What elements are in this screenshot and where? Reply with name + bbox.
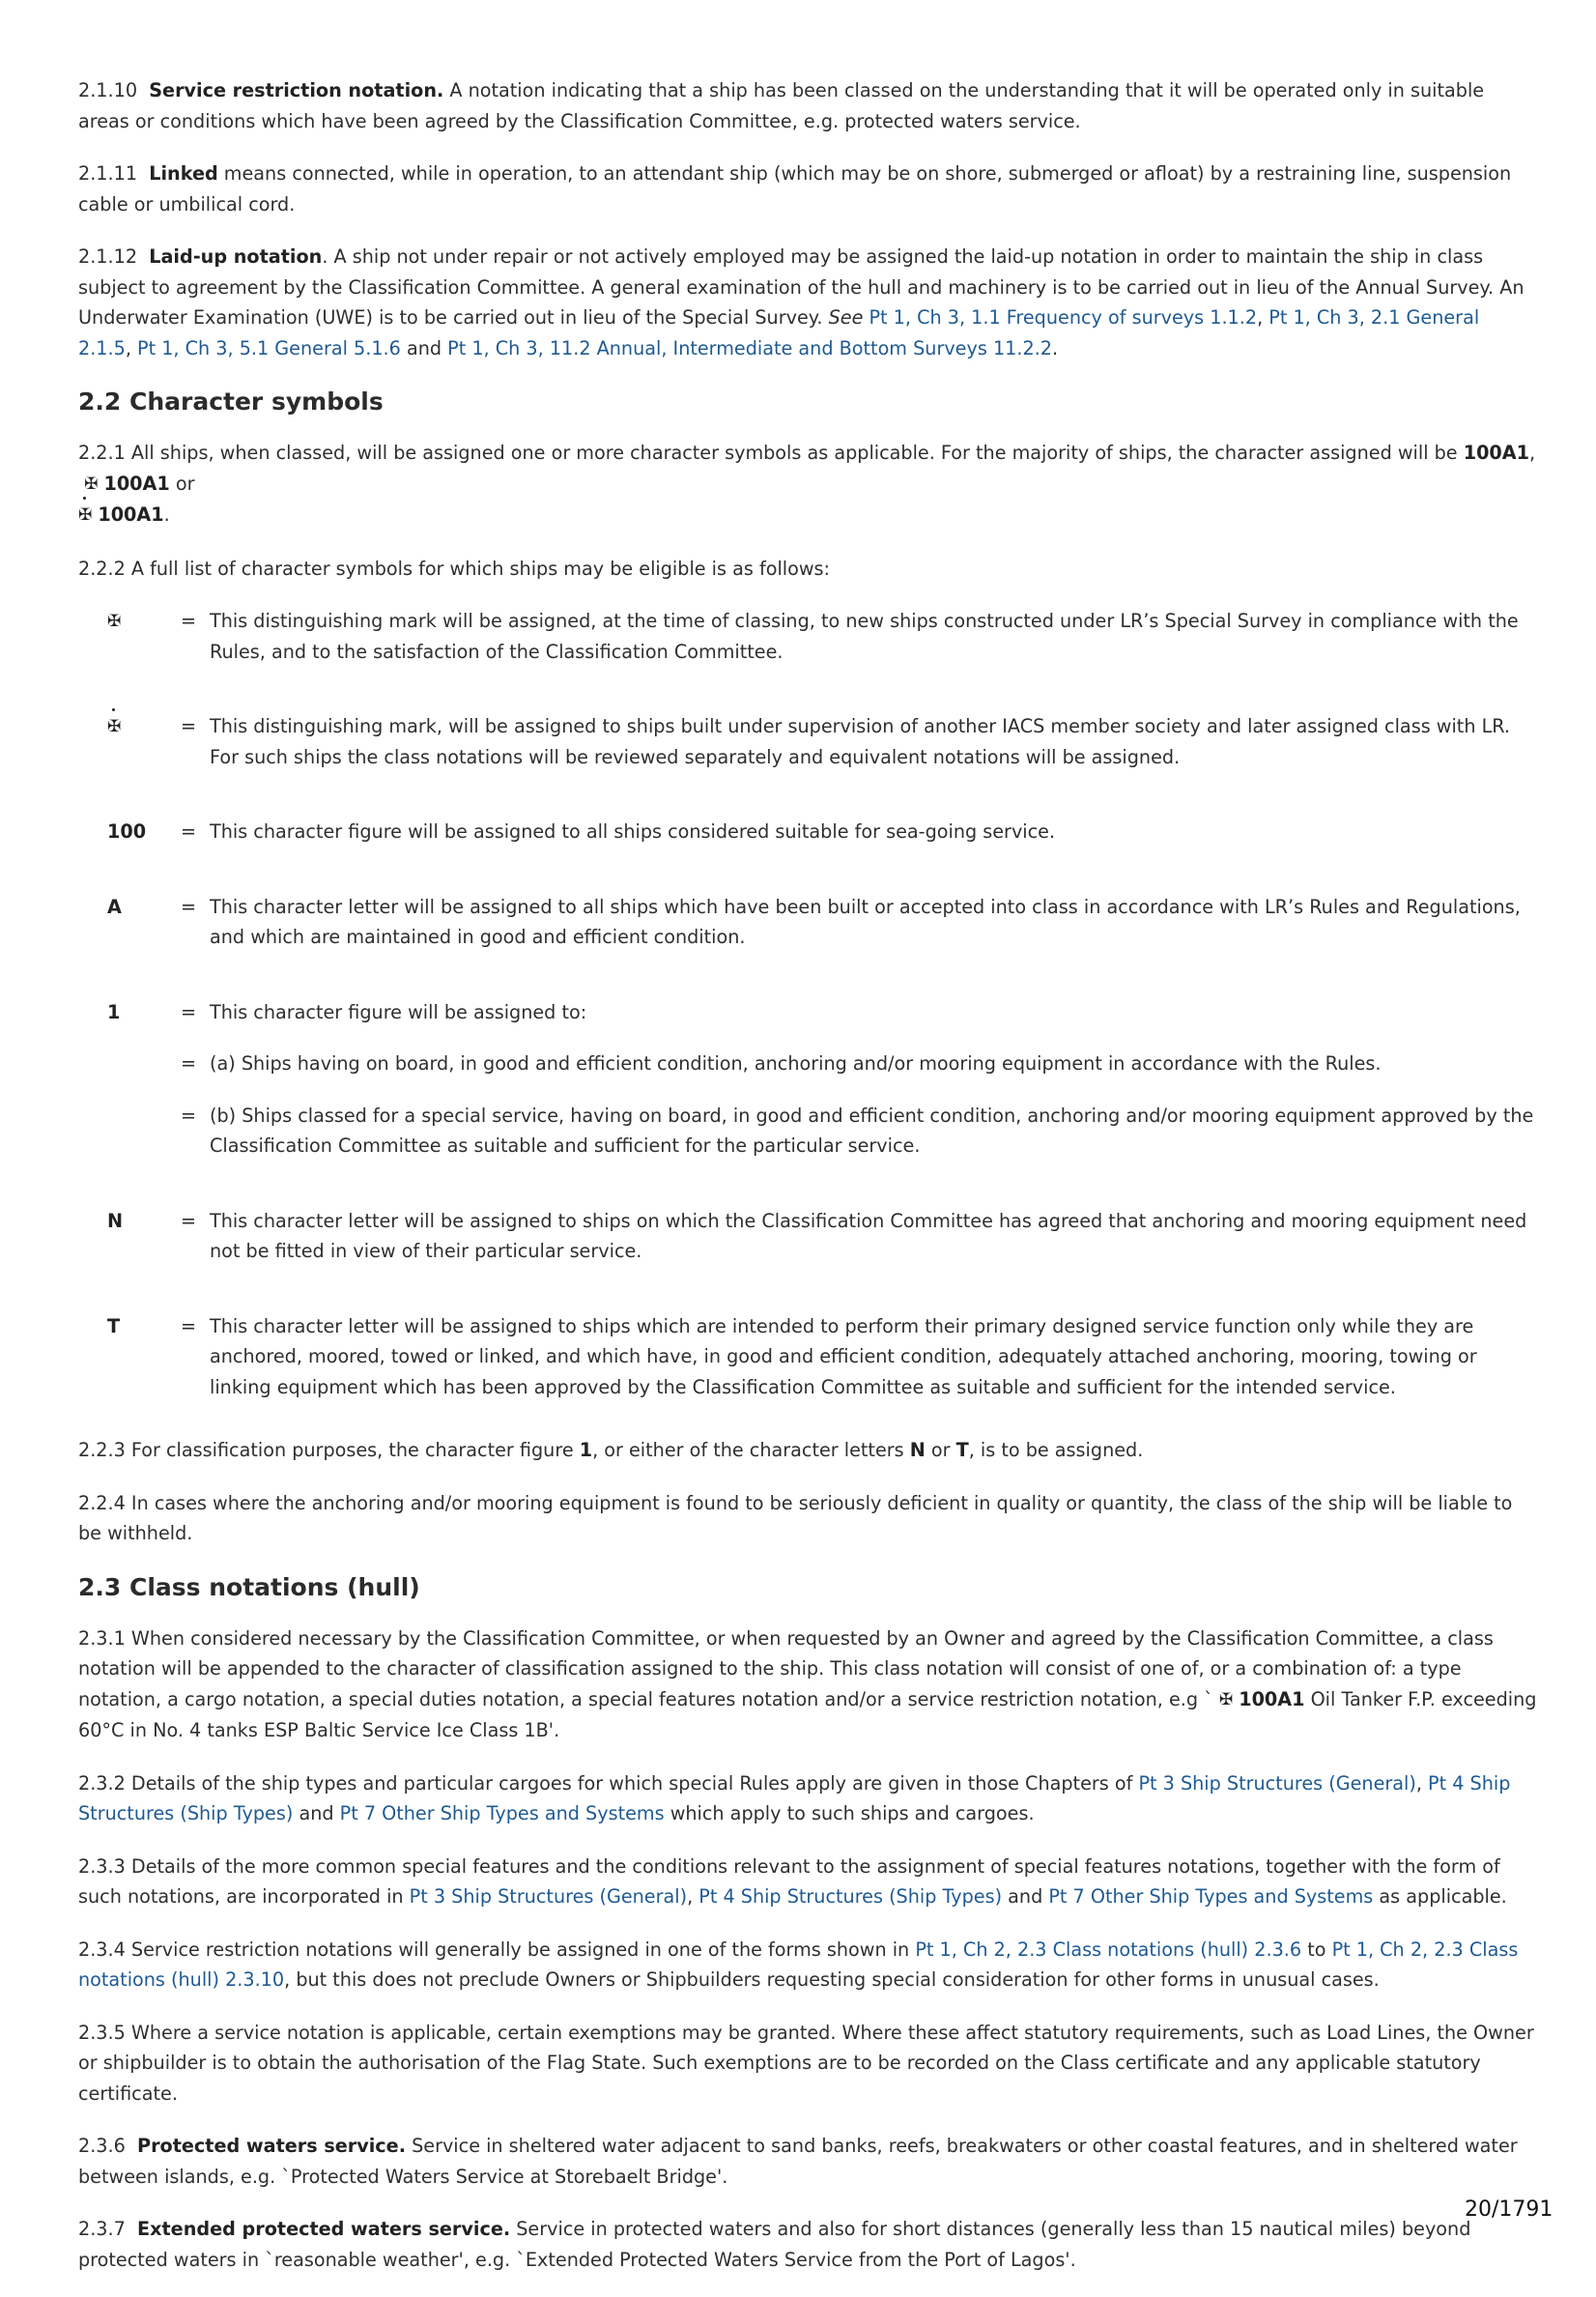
cross-reference-link[interactable]: Pt 1, Ch 2, 2.3 Class notations (hull) 2.3.6	[915, 1938, 1302, 1961]
section-heading-2-2: 2.2 Character symbols	[78, 388, 384, 416]
term: Linked	[149, 162, 218, 185]
section-heading-2-3: 2.3 Class notations (hull)	[78, 1572, 420, 1601]
maltese-cross-dotted-icon: ✠	[107, 712, 121, 743]
paragraph-2-3-2: 2.3.2 Details of the ship types and particular cargoes for which special Rules apply are given in those Chapters of Pt 3 Ship Structures (General), Pt 4 Ship Structures (Ship Types) and Pt 7 Other Ship Types and Systems which apply to such ships and cargoes.	[78, 1771, 1511, 1824]
cross-reference-link[interactable]: Pt 3 Ship Structures (General)	[409, 1885, 688, 1908]
paragraph-2-2-1: 2.2.1 All ships, when classed, will be assigned one or more character symbols as applicable. For the majority of ships, the character assigned will be 100A1, ✠ 100A1 or ✠ 100A1.	[78, 438, 1537, 531]
maltese-cross-icon: ✠	[1218, 1689, 1234, 1709]
cross-reference-link[interactable]: Pt 4 Ship Structures (Ship Types)	[78, 1771, 1511, 1824]
cross-reference-link[interactable]: Pt 1, Ch 3, 5.1 General 5.1.6	[137, 336, 401, 359]
paragraph-2-1-10: 2.1.10 Service restriction notation. A notation indicating that a ship has been classed on the understanding that it will be operated only in suitable areas or conditions which have been agreed by the Classification Committee, e.g. protected waters service.	[78, 79, 1485, 132]
paragraph-2-1-12: 2.1.12 Laid-up notation. A ship not under repair or not actively employed may be assigned the laid-up notation in order to maintain the ship in class subject to agreement by the Classification Committee. A general examination of the hull and machinery is to be carried out in lieu of the Annual Survey. An Underwater Examination (UWE) is to be carried out in lieu of the Special Survey. See Pt 1, Ch 3, 1.1 Frequency of surveys 1.1.2, Pt 1, Ch 3, 2.1 General 2.1.5, Pt 1, Ch 3, 5.1 General 5.1.6 and Pt 1, Ch 3, 11.2 Annual, Intermediate and Bottom Surveys 11.2.2.	[78, 245, 1525, 359]
cross-reference-link[interactable]: Pt 1, Ch 3, 1.1 Frequency of surveys 1.1.2	[869, 306, 1258, 329]
paragraph-2-1-11: 2.1.11 Linked means connected, while in operation, to an attendant ship (which may be on shore, submerged or afloat) by a restraining line, suspension cable or umbilical cord.	[78, 162, 1512, 215]
cross-reference-link[interactable]: Pt 4 Ship Structures (Ship Types)	[698, 1885, 1003, 1908]
cross-reference-link[interactable]: Pt 1, Ch 3, 2.1 General 2.1.5	[78, 306, 1480, 359]
paragraph-2-2-3: 2.2.3 For classification purposes, the character figure 1, or either of the character letters N or T, is to be assigned.	[78, 1439, 1144, 1461]
symbol-row: 1 = This character figure will be assigned to:	[107, 1000, 587, 1023]
paragraph-2-3-1: 2.3.1 When considered necessary by the Classification Committee, or when requested by an Owner and agreed by the Classification Committee, a class notation will be appended to the character of classification assigned to the ship. This class notation will consist of one of, or a combination of: a type notation, a cargo notation, a special duties notation, a special features notation and/or a service restriction notation, e.g ` ✠ 100A1 Oil Tanker F.P. exceeding 60°C in No. 4 tanks ESP Baltic Service Ice Class 1B'.	[78, 1626, 1537, 1741]
cross-reference-link[interactable]: Pt 1, Ch 2, 2.3 Class notations (hull) 2.3.10	[78, 1938, 1519, 1991]
symbol-row: ✠ = This distinguishing mark will be assigned, at the time of classing, to new ships constructed under LR’s Special Survey in compliance with the Rules, and to the satisfaction of the Classification Committee.	[107, 610, 1519, 663]
maltese-cross-icon: ✠	[107, 612, 122, 631]
term: Service restriction notation.	[149, 79, 444, 101]
symbol-subrow: = (b) Ships classed for a special service, having on board, in good and efficient condition, anchoring and/or mooring equipment approved by the Classification Committee as suitable and sufficient for the particular service.	[181, 1104, 1534, 1157]
symbol-row: A = This character letter will be assigned to all ships which have been built or accepted into class in accordance with LR’s Rules and Regulations, and which are maintained in good and efficient condition.	[107, 895, 1521, 948]
cross-reference-link[interactable]: Pt 7 Other Ship Types and Systems	[1048, 1885, 1374, 1908]
cross-reference-link[interactable]: Pt 3 Ship Structures (General)	[1138, 1771, 1416, 1795]
page-number: 20/1791	[1465, 2197, 1553, 2222]
paragraph-2-2-2: 2.2.2 A full list of character symbols for which ships may be eligible is as follows:	[78, 557, 831, 580]
paragraph-2-3-5: 2.3.5 Where a service notation is applicable, certain exemptions may be granted. Where these affect statutory requirements, such as Load Lines, the Owner or shipbuilder is to obtain the authorisation of the Flag State. Such exemptions are to be recorded on the Class certificate and any applicable statutory certificate.	[78, 2021, 1534, 2105]
symbol-row: T = This character letter will be assigned to ships which are intended to perform their primary designed service function only while they are anchored, moored, towed or linked, and which have, in good and efficient condition, adequately attached anchoring, mooring, towing or linking equipment which has been approved by the Classification Committee as suitable and sufficient for the intended service.	[107, 1314, 1477, 1398]
symbol-row: N = This character letter will be assigned to ships on which the Classification Committee has agreed that anchoring and mooring equipment need not be fitted in view of their particular service.	[107, 1209, 1527, 1262]
symbol-row: ✠ = This distinguishing mark, will be assigned to ships built under supervision of another IACS member society and later assigned class with LR. For such ships the class notations will be reviewed separately and equivalent notations will be assigned.	[78, 711, 1537, 772]
maltese-cross-dotted-icon: ✠	[78, 501, 92, 531]
paragraph-2-2-4: 2.2.4 In cases where the anchoring and/or mooring equipment is found to be seriously deficient in quality or quantity, the class of the ship will be liable to be withheld.	[78, 1491, 1513, 1544]
cross-reference-link[interactable]: Pt 7 Other Ship Types and Systems	[339, 1802, 665, 1824]
maltese-cross-icon: ✠	[84, 474, 99, 494]
cross-reference-link[interactable]: Pt 1, Ch 3, 11.2 Annual, Intermediate and Bottom Surveys 11.2.2	[447, 336, 1052, 359]
term: Extended protected waters service.	[137, 2218, 511, 2240]
paragraph-2-3-4: 2.3.4 Service restriction notations will generally be assigned in one of the forms shown in Pt 1, Ch 2, 2.3 Class notations (hull) 2.3.6 to Pt 1, Ch 2, 2.3 Class notations (hull) 2.3.10, but this does not preclude Owners or Shipbuilders requesting special consideration for other forms in unusual cases.	[78, 1938, 1519, 1991]
paragraph-2-3-6: 2.3.6 Protected waters service. Service in sheltered water adjacent to sand banks, reefs, breakwaters or other coastal features, and in sheltered water between islands, e.g. `Protected Waters Service at Storebaelt Bridge'.	[78, 2135, 1518, 2188]
document-page	[78, 75, 1537, 2297]
symbol-row: 100 = This character figure will be assigned to all ships considered suitable for sea-going service.	[107, 820, 1056, 843]
character-symbol-list	[78, 606, 1537, 1402]
term: Laid-up notation	[149, 245, 323, 268]
paragraph-2-3-7: 2.3.7 Extended protected waters service. Service in protected waters and also for short distances (generally less than 15 nautical miles) beyond protected waters in `reasonable weather', e.g. `Extended Protected Waters Service from the Port of Lagos'.	[78, 2218, 1471, 2271]
symbol-subrow: = (a) Ships having on board, in good and efficient condition, anchoring and/or mooring equipment in accordance with the Rules.	[181, 1052, 1382, 1075]
paragraph-2-3-3: 2.3.3 Details of the more common special features and the conditions relevant to the assignment of special features notations, together with the form of such notations, are incorporated in Pt 3 Ship Structures (General), Pt 4 Ship Structures (Ship Types) and Pt 7 Other Ship Types and Systems as applicable.	[78, 1854, 1507, 1908]
term: Protected waters service.	[137, 2135, 406, 2157]
